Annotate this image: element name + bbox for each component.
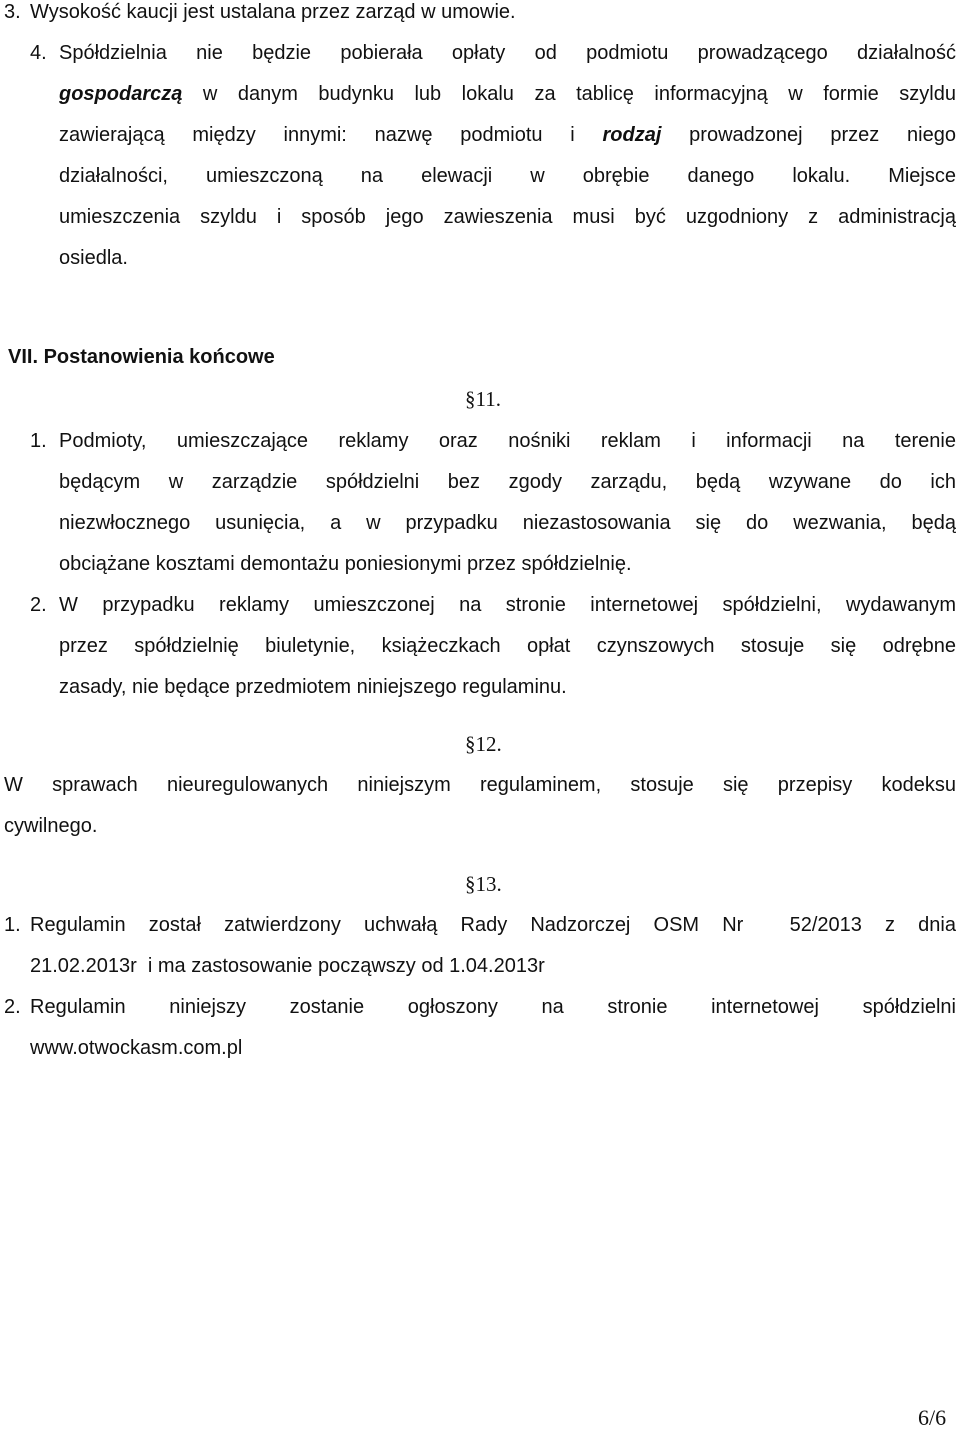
list-item-text: Spółdzielnia nie będzie pobierała opłaty od podmiotu prowadzącego działalność <box>59 42 956 64</box>
list-item-text <box>59 123 956 147</box>
list-number: 3. <box>4 1 21 23</box>
list-item-text: osiedla. <box>59 247 128 269</box>
section-heading: VII. Postanowienia końcowe <box>8 346 275 368</box>
list-item-text: zasady, nie będące przedmiotem niniejszego regulaminu. <box>59 676 567 698</box>
list-item-text: Podmioty, umieszczające reklamy oraz nośniki reklam i informacji na terenie <box>59 430 956 452</box>
list-item-text: Wysokość kaucji jest ustalana przez zarząd w umowie. <box>30 1 516 23</box>
list-number: 4. <box>30 42 47 64</box>
list-item-text: Regulamin został zatwierdzony uchwałą Rady Nadzorczej OSM Nr 52/2013 z dnia <box>30 914 956 936</box>
list-item-text <box>59 82 956 106</box>
list-item-text: W przypadku reklamy umieszczonej na stronie internetowej spółdzielni, wydawanym <box>59 594 956 616</box>
paragraph-title: §12. <box>465 732 502 756</box>
list-item-text: w danym budynku lub lokalu za tablicę informacyjną w formie szyldu <box>182 83 956 105</box>
website-url: www.otwockasm.com.pl <box>30 1037 243 1059</box>
list-item-text: prowadzonej przez niego <box>661 124 956 146</box>
list-item-text: działalności, umieszczoną na elewacji w obrębie danego lokalu. Miejsce <box>59 165 956 187</box>
list-number: 1. <box>4 914 21 936</box>
list-item-text: będącym w zarządzie spółdzielni bez zgody zarządu, będą wzywane do ich <box>59 471 956 493</box>
emphasis-text: gospodarczą <box>59 83 183 105</box>
paragraph-text: W sprawach nieuregulowanych niniejszym regulaminem, stosuje się przepisy kodeksu <box>4 774 956 796</box>
list-number: 2. <box>30 594 47 616</box>
list-item-text: zawierającą między innymi: nazwę podmiotu i <box>59 124 603 146</box>
paragraph-title: §11. <box>465 387 501 411</box>
paragraph-text: cywilnego. <box>4 815 98 837</box>
list-number: 1. <box>30 430 47 452</box>
list-item-text: 21.02.2013r i ma zastosowanie począwszy od 1.04.2013r <box>30 955 545 977</box>
list-item-text: Regulamin niniejszy zostanie ogłoszony na stronie internetowej spółdzielni <box>30 996 956 1018</box>
list-item-text: przez spółdzielnię biuletynie, książeczkach opłat czynszowych stosuje się odrębne <box>59 635 956 657</box>
page-number: 6/6 <box>918 1405 947 1430</box>
paragraph-title: §13. <box>465 872 502 896</box>
emphasis-text: rodzaj <box>602 124 662 146</box>
list-item-text: umieszczenia szyldu i sposób jego zawieszenia musi być uzgodniony z administracją <box>59 206 956 228</box>
list-item-text: obciążane kosztami demontażu poniesionymi przez spółdzielnię. <box>59 553 632 575</box>
list-item-text: niezwłocznego usunięcia, a w przypadku niezastosowania się do wezwania, będą <box>59 512 956 534</box>
list-number: 2. <box>4 996 21 1018</box>
